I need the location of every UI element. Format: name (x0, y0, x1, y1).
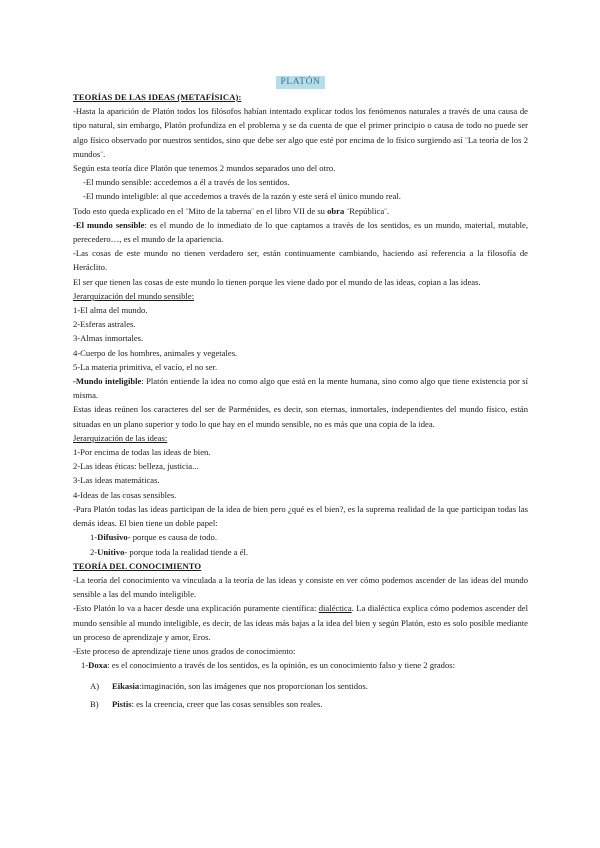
paragraph: -Este proceso de aprendizaje tiene unos grados de conocimiento: (73, 645, 296, 656)
list-item: -El mundo inteligible: al que accedemos a través de la razón y este será el único mundo real. (83, 191, 401, 202)
term-mundo-inteligible: -Mundo inteligible (73, 376, 142, 387)
subheading-jerarquia-ideas: Jerarquización de las ideas: (73, 432, 168, 443)
paragraph: Estas ideas reúnen los caracteres del ser de Parménides, es decir, son eternas, inmortales, independientes del mundo físico, están situadas en un plano superior y todo lo que hay en el mundo sensible, no es más que una copia de la idea. (73, 404, 528, 429)
section-heading-ideas: TEORÍAS DE LAS IDEAS (METAFÍSICA): (73, 92, 242, 102)
list-item: -El mundo sensible: accedemos a él a través de los sentidos. (83, 177, 290, 188)
subheading-jerarquia-sensible: Jerarquización del mundo sensible: (73, 290, 194, 301)
list-item: 4-Ideas de las cosas sensibles. (73, 489, 177, 500)
list-item: 2-Esferas astrales. (73, 319, 136, 330)
list-item: 3-Almas inmortales. (73, 333, 144, 344)
list-item: B) Pistis: es la creencia, creer que las cosas sensibles son reales. (90, 698, 323, 709)
list-item: 3-Las ideas matemáticas. (73, 475, 160, 486)
paragraph: El ser que tienen las cosas de este mundo lo tienen porque les viene dado por el mundo de las ideas, copian a las ideas. (73, 276, 481, 287)
paragraph: Todo esto queda explicado en el ¨Mito de la taberna¨ en el libro VII de su obra ¨República¨. (73, 205, 390, 216)
paragraph: Según esta teoría dice Platón que tenemos 2 mundos separados uno del otro. (73, 163, 336, 174)
list-item: 2-Las ideas éticas: belleza, justicia... (73, 461, 199, 472)
paragraph: -El mundo sensible: es el mundo de lo inmediato de lo que captamos a través de los sentidos, es un mundo, material, mutable, perecedero…, es el mundo de la apariencia. (73, 219, 528, 245)
list-item: A) Eikasia:imaginación, son las imágenes que nos proporcionan los sentidos. (90, 681, 368, 692)
list-item: 2-Unitivo- porque toda la realidad tiende a él. (90, 546, 248, 557)
paragraph: -Esto Platón lo va a hacer desde una explicación puramente científica: dialéctica. La dialéctica explica cómo podemos ascender del mundo sensible al mundo inteligible, es decir, de las ideas más bajas a la idea del bien y según Platón, esto es solo posible mediante un proceso de aprendizaje y amor, Eros. (73, 603, 528, 642)
paragraph: -Hasta la aparición de Platón todos los filósofos habían intentado explicar todos los fenómenos naturales a través de una causa de tipo natural, sin embargo, Platón profundiza en el problema y se da cuenta de que el primer principio o causa de todo no puede ser algo físico observado por nuestros sentidos, sino que debe ser algo que esté por encima de lo físico surgiendo así ¨La teoría de los 2 mundos¨. (73, 106, 528, 159)
list-item: 1-Doxa: es el conocimiento a través de los sentidos, es la opinión, es un conocimiento falso y tiene 2 grados: (81, 660, 456, 671)
list-item: 1-El alma del mundo. (73, 305, 148, 316)
paragraph: -Para Platón todas las ideas participan de la idea de bien pero ¿qué es el bien?, es la suprema realidad de la que participan todas las demás ideas. El bien tiene un doble papel: (73, 503, 528, 529)
paragraph: -La teoría del conocimiento va vinculada a la teoría de las ideas y consiste en ver cómo podemos ascender de las ideas del mundo sensible a las del mundo inteligible. (73, 574, 528, 600)
paragraph: -Mundo inteligible: Platón entiende la idea no como algo que está en la mente humana, sino como algo que tiene existencia por sí misma. (73, 376, 529, 401)
section-heading-conocimiento: TEORÍA DEL CONOCIMIENTO (73, 560, 202, 571)
term-mundo-sensible: -El mundo sensible (73, 219, 145, 230)
list-item: 5-La materia primitiva, el vacío, el no ser. (73, 361, 218, 372)
term-dialectica: dialéctica (318, 603, 352, 614)
document-title: PLATÓN (276, 76, 324, 89)
list-item: 4-Cuerpo de los hombres, animales y vegetales. (73, 347, 238, 358)
list-item: 1-Por encima de todas las ideas de bien. (73, 447, 211, 458)
paragraph: -Las cosas de este mundo no tienen verdadero ser, están continuamente cambiando, haciendo así referencia a la filosofía de Heráclito. (73, 248, 528, 273)
document-page (73, 74, 528, 714)
list-item: 1-Difusivo- porque es causa de todo. (90, 532, 217, 543)
